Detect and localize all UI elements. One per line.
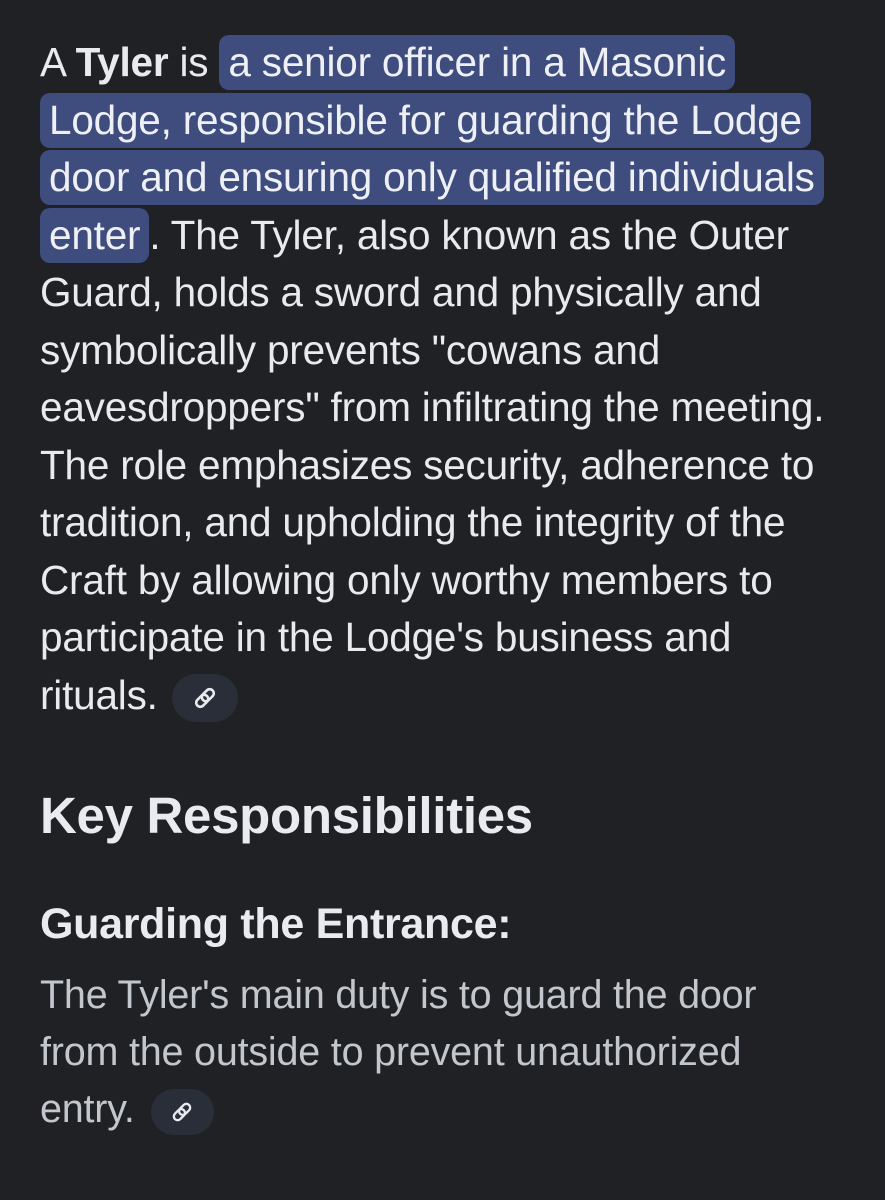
link-icon bbox=[191, 684, 219, 712]
source-link-button[interactable] bbox=[172, 674, 238, 722]
answer-paragraph bbox=[40, 34, 845, 724]
answer-rest: . The Tyler, also known as the Outer Guard, holds a sword and physically and symbolically prevents "cowans and eavesdroppers" from infiltrating the meeting. The role emphasizes security, adherence to tradition, and upholding the integrity of the Craft by allowing only worthy members to participate in the Lodge's business and rituals. bbox=[40, 211, 825, 718]
highlighted-snippet[interactable]: a senior officer in a Masonic Lodge, responsible for guarding the Lodge door and ensuring only qualified individuals enter bbox=[40, 35, 824, 263]
answer-connector: is bbox=[168, 39, 220, 85]
section-heading: Key Responsibilities bbox=[40, 787, 533, 844]
source-link-button[interactable] bbox=[151, 1089, 214, 1135]
subsection-body-text: The Tyler's main duty is to guard the door from the outside to prevent unauthorized entry. bbox=[40, 973, 757, 1131]
subsection-guarding-the-entrance bbox=[40, 898, 845, 1138]
answer-term: Tyler bbox=[75, 39, 169, 85]
answer-prefix: A bbox=[40, 39, 76, 85]
subsection-title: Guarding the Entrance: bbox=[40, 900, 512, 948]
link-icon bbox=[169, 1099, 195, 1125]
ai-overview-panel bbox=[40, 34, 845, 1138]
subsection-body bbox=[40, 967, 845, 1138]
